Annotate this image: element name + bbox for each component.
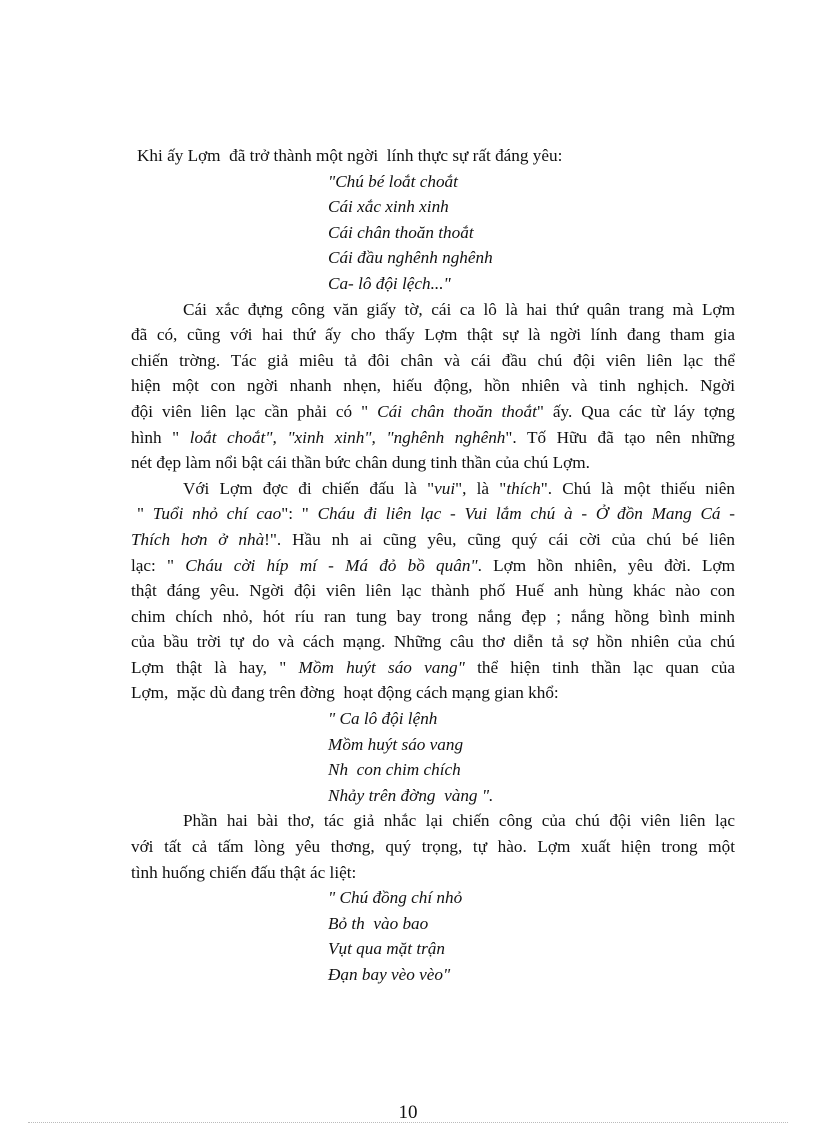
verse-line: Ca- lô đội lệch..."	[328, 273, 451, 293]
paragraph-line: lạc: " Cháu cời híp mí - Má đỏ bồ quân". Lợm hồn nhiên, yêu đời. Lợm	[131, 555, 736, 575]
page-number: 10	[398, 1102, 418, 1123]
verse-line: Cái đầu nghênh nghênh	[328, 248, 493, 268]
paragraph-line: Lợm, mặc dù đang trên đờng hoạt động cách mạng gian khổ:	[131, 683, 559, 703]
paragraph-line: chiến trờng. Tác giả miêu tả đôi chân và cái đầu chú đội viên liên lạc thể	[131, 350, 735, 370]
paragraph-line: của bầu trời tự do và cách mạng. Những câu thơ diễn tả sợ hồn nhiên của chú	[131, 632, 735, 652]
paragraph-line: đã có, cũng với hai thứ ấy cho thấy Lợm thật sự là ngời lính đang tham gia	[131, 325, 735, 345]
verse-3	[131, 885, 735, 987]
verse-line: Nhảy trên đờng vàng ".	[328, 785, 494, 805]
paragraph-1	[131, 297, 735, 476]
verse-line: Đạn bay vèo vèo"	[328, 965, 451, 984]
paragraph-line: tình huống chiến đấu thật ác liệt:	[131, 862, 357, 882]
verse-2	[131, 706, 735, 808]
paragraph-line: Cái xắc đựng công văn giấy tờ, cái ca lô là hai thứ quân trang mà Lợm	[183, 299, 735, 319]
verse-line: " Ca lô đội lệnh	[328, 709, 438, 729]
verse-line: Cái chân thoăn thoắt	[328, 222, 474, 242]
paragraph-line: Phần hai bài thơ, tác giả nhắc lại chiến công của chú đội viên liên lạc	[183, 811, 735, 831]
paragraph-line: hình " loắt choắt", "xinh xinh", "nghênh nghênh". Tố Hữu đã tạo nên những	[131, 427, 735, 447]
verse-line: Nh con chim chích	[328, 760, 461, 780]
verse-1	[131, 169, 735, 297]
intro-line: Khi ấy Lợm đã trở thành một ngời lính thực sự rất đáng yêu:	[137, 146, 563, 165]
paragraph-line: Thích hơn ở nhà!". Hầu nh ai cũng yêu, cũng quý cái cời của chú bé liên	[131, 529, 736, 549]
paragraph-line: thật đáng yêu. Ngời đội viên liên lạc thành phố Huế anh hùng khác nào con	[131, 581, 735, 601]
paragraph-line: Với Lợm đợc đi chiến đấu là "vui", là "thích". Chú là một thiếu niên	[183, 478, 735, 498]
paragraph-line: Lợm thật là hay, " Mồm huýt sáo vang" thể hiện tinh thần lạc quan của	[131, 657, 735, 677]
paragraph-line: hiện một con ngời nhanh nhẹn, hiếu động, hồn nhiên và tinh nghịch. Ngời	[131, 376, 735, 396]
page-body	[131, 143, 735, 988]
paragraph-3	[131, 808, 735, 885]
verse-line: Cái xắc xinh xinh	[328, 197, 449, 217]
paragraph-2	[131, 476, 735, 706]
paragraph-line: nét đẹp làm nổi bật cái thần bức chân dung tinh thần của chú Lợm.	[131, 453, 590, 473]
verse-line: Vụt qua mặt trận	[328, 939, 445, 959]
verse-line: Mồm huýt sáo vang	[328, 734, 464, 754]
paragraph-line: đội viên liên lạc cần phải có " Cái chân thoăn thoắt" ấy. Qua các từ láy tợng	[131, 401, 735, 421]
paragraph-line: chim chích nhỏ, hót ríu ran tung bay trong nắng đẹp ; nắng hồng bình minh	[131, 606, 735, 626]
verse-line: "Chú bé loắt choắt	[328, 171, 458, 191]
paragraph-line: với tất cả tấm lòng yêu thơng, quý trọng, tự hào. Lợm xuất hiện trong một	[131, 837, 735, 857]
paragraph-line: " Tuổi nhỏ chí cao": " Cháu đi liên lạc - Vui lắm chú à - Ở đồn Mang Cá -	[137, 504, 735, 524]
verse-line: " Chú đồng chí nhỏ	[328, 888, 463, 908]
verse-line: Bỏ th vào bao	[328, 913, 429, 933]
